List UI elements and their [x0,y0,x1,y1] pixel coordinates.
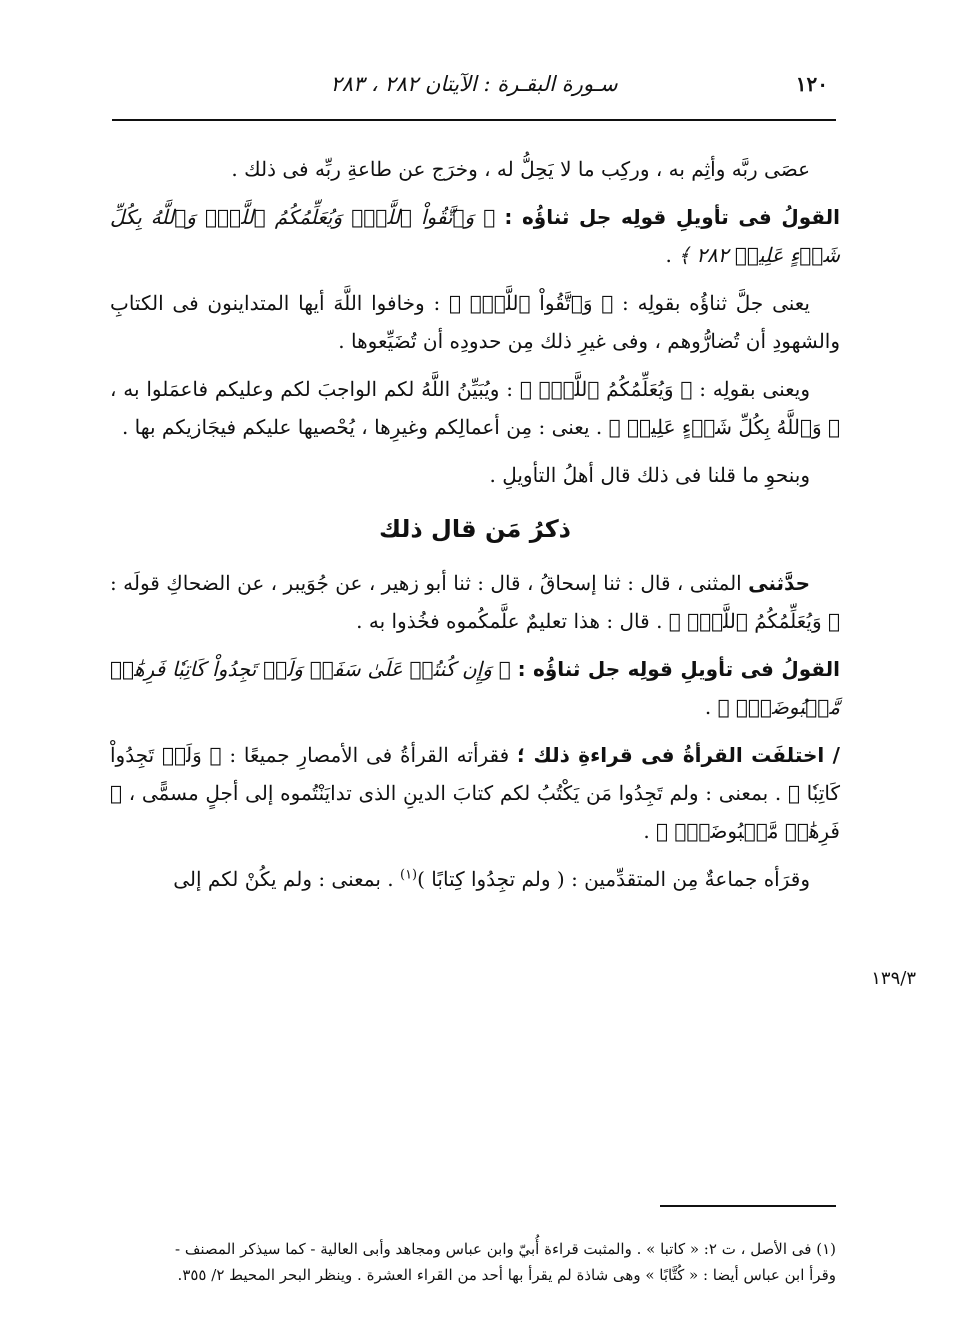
page-header [112,66,836,106]
footnote-marker: (١) [399,867,418,883]
paragraph [110,736,840,850]
footnote: (١) فى الأصل ، ت ٢: « كاتبا » . والمثبت قراءة أُبيّ وابن عباس ومجاهد وأبى العالية - كما سيذكر المصنف - [175,1240,836,1258]
quran-verse: ﴿ وَٱتَّقُواْ ٱللَّهَۖ وَيُعَلِّمُكُمُ ٱللَّهُۗ وَٱللَّهُ بِكُلِّ شَيۡءٍ عَلِيمٞ ٢٨٢ ﴾ [110,205,840,267]
margin-note: ١٣٩/٣ [871,968,916,989]
paragraph [110,456,840,494]
header-rule [112,119,836,121]
paragraph [110,198,840,274]
footnote: وقرأ ابن عباس أيضا : « كُتَّابًا » وهى شاذة لم يقرأ بها أحد من القراء العشرة . وينظر البحر المحيط ٢/ ٣٥٥. [177,1266,836,1284]
footnote-rule [660,1205,836,1207]
paragraph [110,650,840,726]
page-number: ١٢٠ [795,72,828,96]
running-title: سـورة البقـرة : الآيتان ٢٨٢ ، ٢٨٣ [330,72,618,96]
paragraph-text: . [704,695,718,719]
paragraph [110,284,840,360]
quran-verse: ﴿ وَإِن كُنتُمۡ عَلَىٰ سَفَرٖ وَلَمۡ تَجِدُواْ كَاتِبٗا فَرِهَٰنٞ مَّقۡبُوضَةٞۖ ﴾ [110,657,840,719]
paragraph [110,150,840,188]
section-heading: ذكرُ مَن قال ذلك [379,515,571,543]
main-text [110,150,840,908]
paragraph-text: يعنى جلَّ ثناؤُه بقولِه : ﴿ وَٱتَّقُواْ ٱللَّهَۖ ﴾ : وخافوا اللَّهَ أيها المتداينون فى الكتابِ والشهودِ أن تُضارُّوهم ، وفى غيرِ ذلك مِن حدودِه أن تُضَيِّعوها . [110,291,840,353]
paragraph-text: المثنى ، قال : ثنا إسحاقُ ، قال : ثنا أبو زهير ، عن جُوَيبر ، عن الضحاكِ قولَه : ﴿ وَيُعَلِّمُكُمُ ٱللَّهُۗ ﴾ . قال : هذا تعليمٌ علَّمكُموه فخُذوا به . [110,571,840,633]
footnotes [112,1236,836,1288]
paragraph-lead: / اختلفَت القرأةُ فى قراءةِ ذلك ؛ [517,743,840,767]
paragraph-text: وقرَأه جماعةٌ مِن المتقدِّمين : ( ولم تجِدُوا كِتابًا ) [417,867,810,891]
paragraph-text: فقرأته القرأةُ فى الأمصارِ جميعًا : ﴿ وَلَمۡ تَجِدُواْ كَاتِبٗا ﴾ . بمعنى : ولم تَجِدُوا مَن يَكْتُبُ لكم كتابَ الدينِ الذى تدايَنْتُموه إلى أجلٍ مسمًّى ، ﴿ فَرِهَٰنٞ مَّقۡبُوضَةٞۖ ﴾ . [110,743,840,843]
paragraph [110,370,840,446]
paragraph-text: . [665,243,679,267]
paragraph [110,564,840,640]
paragraph-text: ويعنى بقولِه : ﴿ وَيُعَلِّمُكُمُ ٱللَّهُۗ ﴾ : ويُبَيِّنُ اللَّهُ لكم الواجبَ لكم وعليكم فاعمَلوا به ، ﴿ وَٱللَّهُ بِكُلِّ شَيۡءٍ عَلِيمٞ ﴾ . يعنى : مِن أعمالِكم وغيرِها ، يُحْصيها عليكم فيجَازيكم بها . [110,377,840,439]
paragraph-text: وبنحوِ ما قلنا فى ذلك قال أهلُ التأويلِ . [489,463,810,487]
paragraph-text: . بمعنى : ولم يكُنْ لكم إلى [173,867,400,891]
paragraph-text: عصَى ربَّه وأثِم به ، وركِب ما لا يَحِلُّ له ، وخرَج عن طاعةِ ربِّه فى ذلك . [231,157,810,181]
paragraph-lead: حدَّثنى [748,571,810,595]
paragraph-lead: القولُ فى تأويلِ قولِه جل ثناؤُه : [517,657,841,681]
paragraph [110,860,840,898]
paragraph-lead: القولُ فى تأويلِ قولِه جل ثناؤُه : [504,205,841,229]
